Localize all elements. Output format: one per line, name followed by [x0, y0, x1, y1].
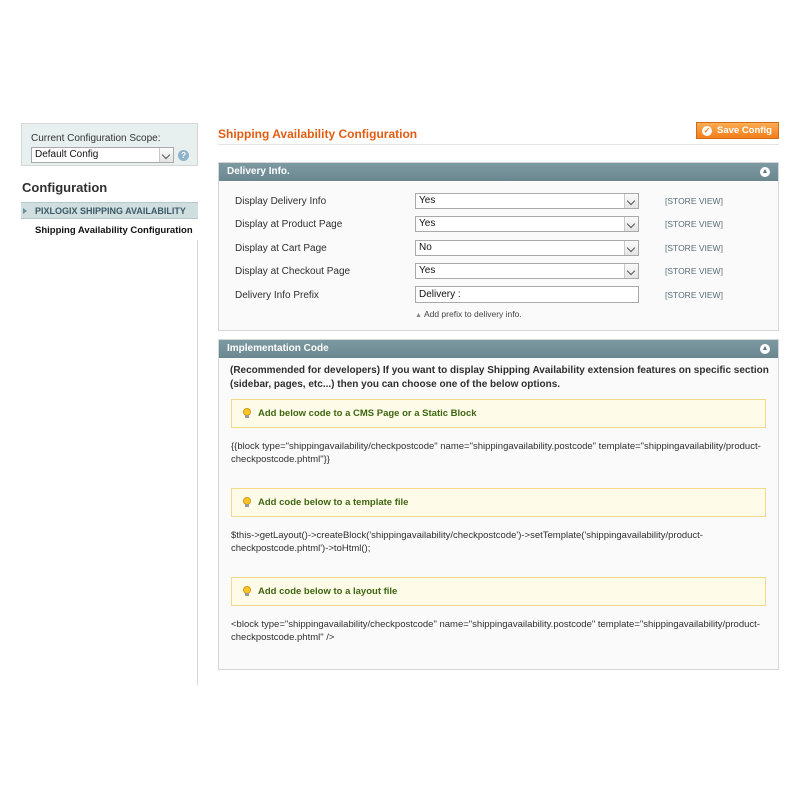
row-display-at-checkout-page — [235, 262, 765, 282]
row-display-delivery-info — [235, 192, 765, 212]
row-display-at-cart-page — [235, 239, 765, 259]
scope-tag: [STORE VIEW] — [665, 290, 723, 300]
sidebar-item-shipping-availability[interactable]: Shipping Availability Configuration — [35, 225, 193, 236]
triangle-up-icon: ▲ — [415, 312, 422, 319]
collapse-up-icon[interactable]: ▲ — [761, 345, 769, 352]
scope-select-value: Default Config — [35, 149, 99, 160]
prefix-hint-text: Add prefix to delivery info. — [423, 309, 522, 319]
delivery-info-header[interactable] — [219, 163, 778, 181]
select-value: No — [419, 242, 432, 253]
configuration-heading: Configuration — [22, 180, 108, 195]
display-delivery-info-select[interactable] — [415, 193, 639, 209]
field-label: Display at Checkout Page — [235, 266, 351, 277]
lightbulb-icon — [242, 497, 252, 508]
title-divider — [218, 144, 779, 145]
implementation-intro: (Recommended for developers) If you want to display Shipping Availability extension features on specific section (sidebar, pages, etc...) then you can choose one of the below options. — [230, 365, 769, 390]
notice-template-file — [231, 488, 766, 517]
select-value: Yes — [419, 218, 436, 229]
select-value: Yes — [419, 195, 436, 206]
chevron-down-icon — [624, 241, 638, 255]
sidebar-divider — [197, 240, 198, 685]
implementation-code-section — [218, 339, 779, 670]
field-label: Display at Product Page — [235, 219, 343, 230]
row-display-at-product-page — [235, 215, 765, 235]
notice-layout-file — [231, 577, 766, 606]
save-config-label: Save Config — [717, 125, 772, 136]
code-snippet-template: $this->getLayout()->createBlock('shippingavailability/checkpostcode')->setTemplate('shippingavailability/product-checkpostcode.phtml')->toHtml(); — [231, 530, 703, 554]
display-at-checkout-page-select[interactable] — [415, 263, 639, 279]
code-snippet-cms: {{block type="shippingavailability/checkpostcode" name="shippingavailability.postcode" template="shippingavailability/product-checkpostcode.phtml"}} — [231, 441, 761, 465]
collapse-up-icon[interactable]: ▲ — [761, 168, 769, 175]
delivery-info-prefix-input[interactable] — [415, 286, 639, 303]
scope-label: Current Configuration Scope: — [31, 133, 161, 144]
triangle-right-icon — [23, 208, 27, 214]
notice-text: Add below code to a CMS Page or a Static Block — [258, 408, 477, 419]
scope-tag: [STORE VIEW] — [665, 219, 723, 229]
scope-tag: [STORE VIEW] — [665, 196, 723, 206]
field-label: Display at Cart Page — [235, 243, 327, 254]
row-delivery-info-prefix — [235, 286, 765, 306]
check-circle-icon: ✓ — [703, 126, 711, 135]
page-title: Shipping Availability Configuration — [218, 127, 418, 141]
delivery-info-title: Delivery Info. — [227, 166, 290, 177]
implementation-code-title: Implementation Code — [227, 343, 329, 354]
scope-select[interactable] — [31, 147, 174, 163]
chevron-down-icon — [624, 264, 638, 278]
implementation-code-header[interactable] — [219, 340, 778, 358]
field-label: Delivery Info Prefix — [235, 290, 319, 301]
delivery-info-section — [218, 162, 779, 331]
code-snippet-layout: <block type="shippingavailability/checkpostcode" name="shippingavailability.postcode" template="shippingavailability/product-checkpostcode.phtml" /> — [231, 619, 760, 643]
scope-tag: [STORE VIEW] — [665, 243, 723, 253]
lightbulb-icon — [242, 408, 252, 419]
display-at-cart-page-select[interactable] — [415, 240, 639, 256]
notice-cms-block — [231, 399, 766, 428]
help-icon[interactable]: ? — [178, 150, 189, 161]
scope-tag: [STORE VIEW] — [665, 266, 723, 276]
notice-text: Add code below to a layout file — [258, 586, 398, 597]
notice-text: Add code below to a template file — [258, 497, 409, 508]
chevron-down-icon — [159, 148, 173, 162]
lightbulb-icon — [242, 586, 252, 597]
sidebar-group-label: PIXLOGIX SHIPPING AVAILABILITY — [35, 206, 186, 216]
scope-switcher — [21, 123, 198, 166]
chevron-down-icon — [624, 217, 638, 231]
select-value: Yes — [419, 265, 436, 276]
save-config-button[interactable] — [696, 122, 779, 139]
field-label: Display Delivery Info — [235, 196, 327, 207]
sidebar-group-pixlogix[interactable] — [21, 202, 198, 219]
sidebar — [21, 123, 198, 241]
chevron-down-icon — [624, 194, 638, 208]
prefix-hint — [415, 309, 522, 319]
display-at-product-page-select[interactable] — [415, 216, 639, 232]
